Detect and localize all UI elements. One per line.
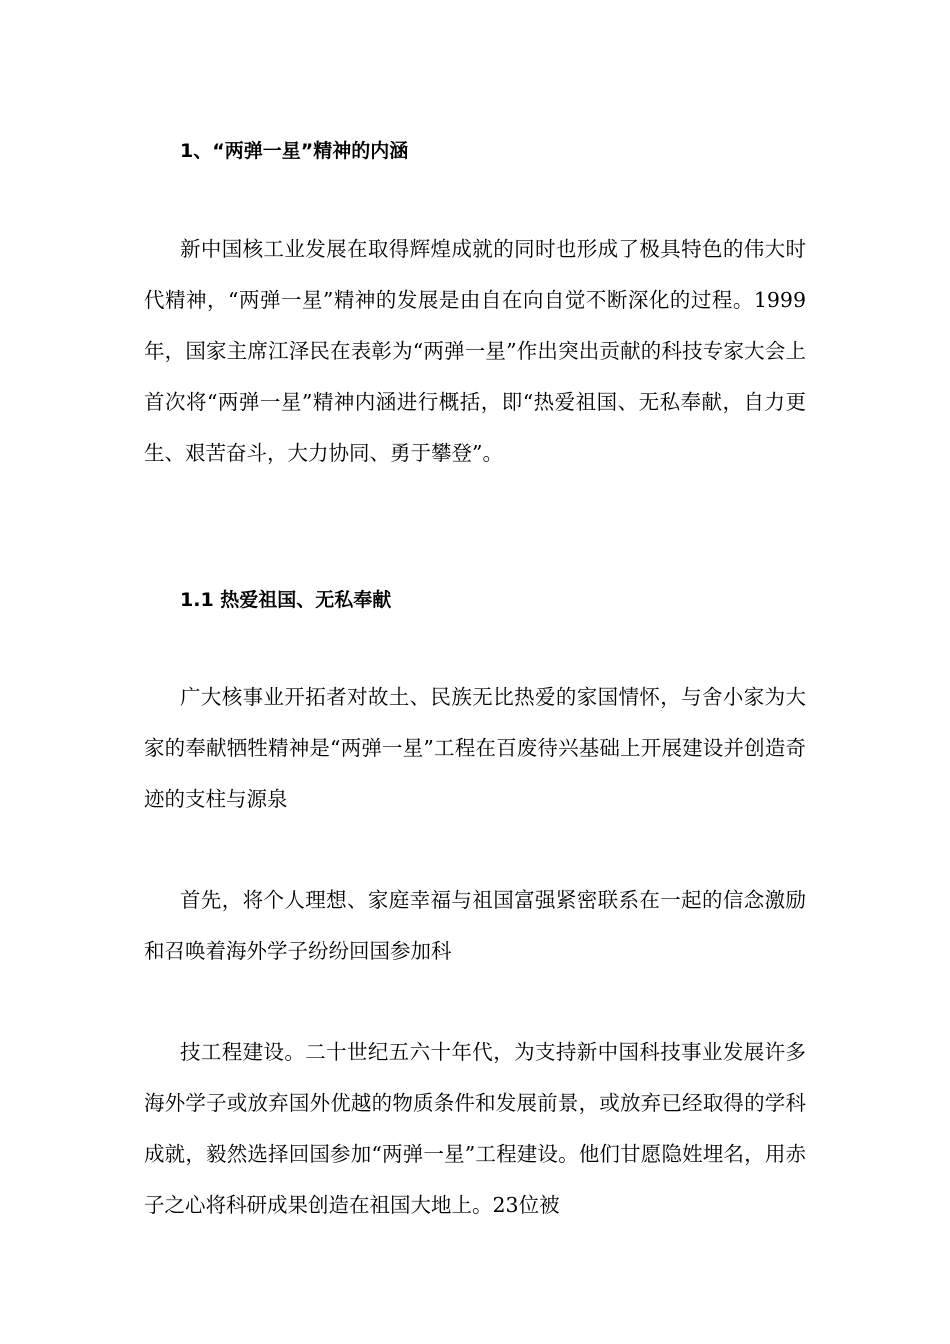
section-heading: 1、“两弹一星”精神的内涵 [180,140,409,162]
paragraph-continuation: 技工程建设。二十世纪五六十年代，为支持新中国科技事业发展许多海外学子或放弃国外优越的物质条件和发展前景，或放弃已经取得的学科成就，毅然选择回国参加“两弹一星”工程建设。他们甘愿隐姓埋名，用赤子之心将科研成果创造在祖国大地上。23位被 [144,1040,806,1217]
subsection-heading: 1.1 热爱祖国、无私奉献 [180,589,392,611]
paragraph-intro: 新中国核工业发展在取得辉煌成就的同时也形成了极具特色的伟大时代精神，“两弹一星”精神的发展是由自在向自觉不断深化的过程。1999年，国家主席江泽民在表彰为“两弹一星”作出突出贡献的科技专家大会上首次将“两弹一星”精神内涵进行概括，即“热爱祖国、无私奉献，自力更生、艰苦奋斗，大力协同、勇于攀登”。 [144,237,806,465]
paragraph-patriotism: 广大核事业开拓者对故土、民族无比热爱的家国情怀，与舍小家为大家的奉献牺牲精神是“两弹一星”工程在百废待兴基础上开展建设并创造奇迹的支柱与源泉 [144,685,806,811]
paragraph-first-point: 首先，将个人理想、家庭幸福与祖国富强紧密联系在一起的信念激励和召唤着海外学子纷纷回国参加科 [144,888,806,963]
